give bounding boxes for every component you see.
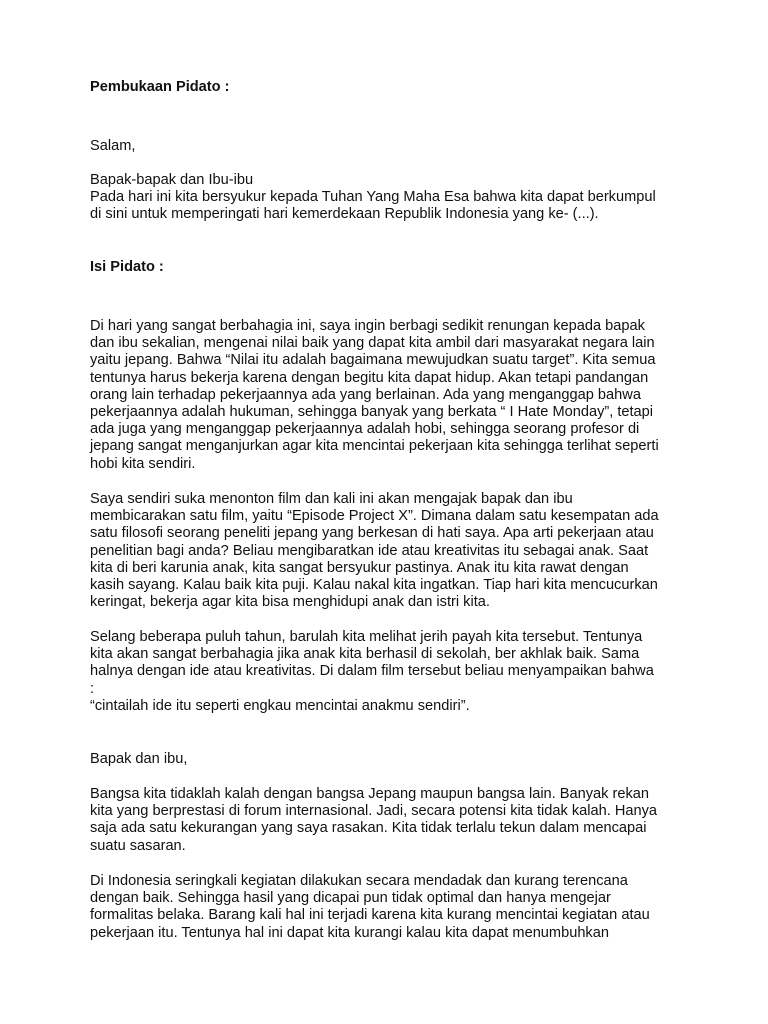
heading-opening: Pembukaan Pidato : bbox=[90, 79, 230, 95]
opening-paragraph: Bapak-bapak dan Ibu-ibu Pada hari ini kita bersyukur kepada Tuhan Yang Maha Esa bahwa kita dapat berkumpul di sini untuk memperingati hari kemerdekaan Republik Indonesia yang ke- (...). bbox=[90, 172, 656, 223]
paragraph-1: Di hari yang sangat berbahagia ini, saya ingin berbagi sedikit renungan kepada bapak dan ibu sekalian, mengenai nilai baik yang dapat kita ambil dari masyarakat negara lain yaitu jepang. Bahwa “Nilai itu adalah bagaimana mewujudkan suatu target”. Kita semua tentunya harus bekerja karena dengan begitu kita dapat hidup. Akan tetapi pandangan orang lain terhadap pekerjaannya ada yang berlainan. Ada yang menganggap bahwa pekerjaannya adalah hukuman, sehingga banyak yang berkata “ I Hate Monday”, tetapi ada juga yang menganggap pekerjaannya adalah hobi, sehingga seorang profesor di jepang sangat menganjurkan agar kita mencintai pekerjaan kita sehingga terlihat seperti hobi kita sendiri. bbox=[90, 318, 659, 472]
paragraph-2: Saya sendiri suka menonton film dan kali ini akan mengajak bapak dan ibu membicarakan satu film, yaitu “Episode Project X”. Dimana dalam satu kesempatan ada satu filosofi seorang peneliti jepang yang berkesan di hati saya. Apa arti pekerjaan atau penelitian bagi anda? Beliau mengibaratkan ide atau kreativitas itu sebagai anak. Saat kita di beri karunia anak, kita sangat bersyukur pastinya. Anak itu kita rawat dengan kasih sayang. Kalau baik kita puji. Kalau nakal kita ingatkan. Tiap hari kita mencucurkan keringat, bekerja agar kita bisa menghidupi anak dan istri kita. bbox=[90, 491, 659, 611]
heading-content: Isi Pidato : bbox=[90, 259, 164, 275]
salutation: Salam, bbox=[90, 138, 136, 154]
address-2: Bapak dan ibu, bbox=[90, 751, 188, 767]
paragraph-4: Bangsa kita tidaklah kalah dengan bangsa Jepang maupun bangsa lain. Banyak rekan kita yang berprestasi di forum internasional. Jadi, secara potensi kita tidak kalah. Hanya saja ada satu kekurangan yang saya rasakan. Kita tidak terlalu tekun dalam mencapai suatu sasaran. bbox=[90, 786, 658, 854]
paragraph-3: Selang beberapa puluh tahun, barulah kita melihat jerih payah kita tersebut. Tentunya kita akan sangat berbahagia jika anak kita berhasil di sekolah, ber akhlak baik. Sama halnya dengan ide atau kreativitas. Di dalam film tersebut beliau menyampaikan bahwa : “cintailah ide itu seperti engkau mencintai anakmu sendiri”. bbox=[90, 629, 654, 714]
paragraph-5: Di Indonesia seringkali kegiatan dilakukan secara mendadak dan kurang terencana dengan baik. Sehingga hasil yang dicapai pun tidak optimal dan hanya mengejar formalitas belaka. Barang kali hal ini terjadi karena kita kurang mencintai kegiatan atau pekerjaan itu. Tentunya hal ini dapat kita kurangi kalau kita dapat menumbuhkan bbox=[90, 873, 650, 941]
